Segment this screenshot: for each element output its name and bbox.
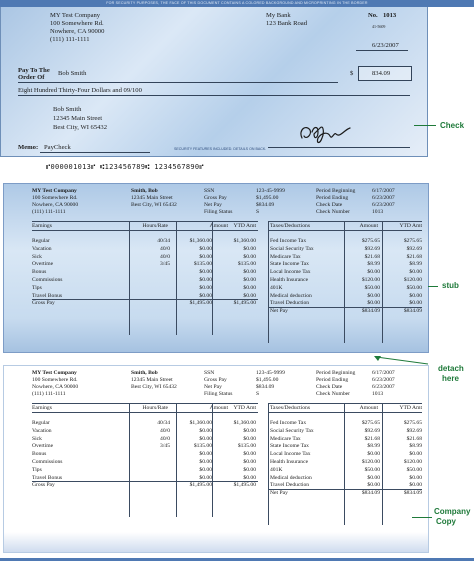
stub2-tax-label: Net Pay: [270, 490, 288, 497]
stub2-earnings-ytd: $0.00: [243, 466, 256, 473]
stub1-earnings-ytd: $1,495.00: [233, 300, 256, 307]
stub2-earnings-col-divider: [129, 403, 130, 517]
stub1-taxes-col-divider: [382, 221, 383, 343]
stub1-earnings-ytd: $1,360.00: [233, 238, 256, 244]
stub1-tax-label: Medical deduction: [270, 292, 312, 299]
stub2-earnings-ytd: $0.00: [243, 451, 256, 458]
stub2-company-name: MY Test Company: [32, 370, 77, 376]
stub2-taxes-header: Taxes/Deductions: [270, 405, 310, 411]
payee-name: Bob Smith: [53, 106, 82, 113]
stub2-period-label: Period Ending: [316, 377, 349, 383]
stub1-earnings-amount: $0.00: [199, 292, 212, 299]
check-number-label: No.: [368, 12, 378, 19]
company-copy-annotation-line2: Copy: [436, 517, 456, 526]
company-address-line2: Nowhere, CA 90000: [50, 28, 105, 35]
stub1-tax-label: Travel Deduction: [270, 300, 310, 307]
stub2-period-value: 6/23/2007: [372, 384, 395, 390]
stub1-earnings-amount: $135.00: [193, 261, 212, 268]
stub2-earnings-amount: $0.00: [199, 466, 212, 473]
stub1-taxes-header: YTD Amt: [399, 223, 422, 229]
stub2-earnings-amount: $0.00: [199, 451, 212, 458]
stub1-net-pay-rule: [268, 307, 422, 308]
stub2-info-label: Gross Pay: [204, 377, 227, 383]
stub1-earnings-amount: $0.00: [199, 269, 212, 276]
stub1-earnings-amount: $0.00: [199, 253, 212, 260]
stub2-employee-address-line2: Best City, WI 65432: [131, 384, 177, 390]
stub2-earnings-ytd: $0.00: [243, 474, 256, 481]
stub1-tax-ytd: $92.69: [406, 245, 422, 252]
stub2-period-value: 6/23/2007: [372, 377, 395, 383]
stub1-earnings-label: Regular: [32, 238, 50, 244]
stub1-tax-label: State Income Tax: [270, 261, 309, 268]
check-annotation: Check: [440, 121, 465, 130]
stub1-period-value: 6/23/2007: [372, 195, 395, 201]
stub2-tax-amount: $0.00: [367, 482, 380, 489]
stub1-tax-amount: $0.00: [367, 269, 380, 276]
stub2-earnings-amount: $135.00: [193, 443, 212, 450]
stub1-tax-label: Net Pay: [270, 308, 288, 315]
stub1-period-label: Check Number: [316, 209, 351, 215]
stub1-taxes-header: Amount: [359, 223, 378, 229]
stub2-period-value: 6/17/2007: [372, 370, 395, 376]
stub2-tax-ytd: $21.68: [406, 435, 422, 442]
stub1-earnings-ytd: $0.00: [243, 277, 256, 283]
stub2-employee-address-line1: 12345 Main Street: [131, 377, 173, 383]
stub2-tax-label: Medical deduction: [270, 474, 312, 481]
micr-line: ⑈000001013⑈ ⑆123456789⑆ 1234567890⑈: [46, 163, 204, 171]
stub1-earnings-header: YTD Amt: [233, 223, 256, 229]
stub1-earnings-top-rule: [32, 221, 258, 222]
stub2-tax-amount: $120.00: [361, 459, 380, 465]
stub2-earnings-col-divider: [176, 403, 177, 517]
stub2-tax-ytd: $0.00: [409, 451, 422, 458]
stub1-tax-label: Social Security Tax: [270, 245, 314, 252]
stub2-tax-label: Fed Income Tax: [270, 420, 307, 426]
stub1-employee-address-line2: Best City, WI 65432: [131, 202, 177, 208]
stub1-tax-ytd: $0.00: [409, 300, 422, 307]
stub2-earnings-amount: $0.00: [199, 474, 212, 481]
stub1-earnings-header: Hours/Rate: [142, 223, 168, 229]
company-copy-annotation-line1: Company: [434, 507, 471, 516]
stub2-company-phone: (111) 111-1111: [32, 391, 66, 397]
pay-to-label-line2: Order Of: [18, 74, 45, 81]
stub2-info-label: Net Pay: [204, 384, 222, 390]
stub1-earnings-label: Travel Bonus: [32, 292, 63, 299]
stub2-info-value: 123-45-9999: [256, 370, 285, 376]
security-features-note: SECURITY FEATURES INCLUDED. DETAILS ON BACK.: [174, 147, 267, 151]
memo-text: PayCheck: [44, 144, 71, 151]
company-address-line1: 100 Somewhere Rd.: [50, 20, 104, 27]
stub2-earnings-header: Amount: [209, 405, 228, 411]
stub1-earnings-col-divider: [129, 221, 130, 335]
stub1-period-label: Period Ending: [316, 195, 349, 201]
paycheck: [0, 0, 428, 157]
check-arrow: [414, 125, 436, 126]
stub2-taxes-col-divider: [268, 403, 269, 525]
stub2-earnings-hours: 3/45: [160, 443, 170, 450]
stub2-earnings-hours: 40/0: [160, 435, 170, 442]
stub2-tax-amount: $834.09: [361, 490, 380, 497]
security-banner-text: FOR SECURITY PURPOSES, THE FACE OF THIS DOCUMENT CONTAINS A COLORED BACKGROUND AND MICROPRINTING IN THE BORDER: [106, 1, 368, 5]
stub2-tax-label: State Income Tax: [270, 443, 309, 450]
stub1-employee-address-line1: 12345 Main Street: [131, 195, 173, 201]
stub1-info-label: Gross Pay: [204, 195, 227, 201]
stub1-earnings-hours: 40/34: [157, 238, 170, 244]
stub2-company-address-line1: 100 Somewhere Rd.: [32, 377, 78, 383]
stub1-earnings-header: Earnings: [32, 223, 52, 229]
stub1-earnings-label: Sick: [32, 253, 42, 260]
stub1-earnings-label: Overtime: [32, 261, 54, 268]
stub1-tax-amount: $0.00: [367, 300, 380, 307]
stub1-employee-name: Smith, Bob: [131, 188, 158, 194]
stub2-earnings-label: Commissions: [32, 459, 63, 465]
stub2-earnings-ytd: $0.00: [243, 435, 256, 442]
pay-stub-employee: [3, 183, 429, 353]
stub1-earnings-amount: $0.00: [199, 284, 212, 291]
company-name: MY Test Company: [50, 12, 101, 19]
stub1-taxes-col-divider: [268, 221, 269, 343]
stub1-tax-label: Medicare Tax: [270, 253, 301, 260]
stub2-taxes-header: Amount: [359, 405, 378, 411]
company-copy-arrow: [412, 517, 432, 518]
stub1-earnings-ytd: $135.00: [237, 261, 256, 268]
stub2-taxes-top-rule: [268, 403, 422, 404]
stub1-earnings-col-divider: [176, 221, 177, 335]
routing-fraction: 41-5609: [372, 24, 386, 29]
stub-arrow: [428, 286, 438, 287]
memo-line: [40, 152, 150, 153]
stub1-tax-ytd: $8.99: [409, 261, 422, 268]
stub1-earnings-hours: 40/0: [160, 245, 170, 252]
stub1-company-address-line2: Nowhere, CA 90000: [32, 202, 79, 208]
stub2-earnings-header-rule: [32, 412, 258, 413]
signature-line: [268, 147, 410, 148]
stub2-earnings-ytd: $135.00: [237, 443, 256, 450]
stub1-earnings-amount: $1,360.00: [189, 238, 212, 244]
stub1-gross-pay-rule: [32, 299, 258, 300]
stub2-tax-label: 401K: [270, 466, 283, 473]
stub2-tax-amount: $92.69: [364, 427, 380, 434]
stub1-info-value: S: [256, 209, 260, 215]
payee-address-line2: Best City, WI 65432: [53, 124, 108, 131]
stub2-info-label: SSN: [204, 370, 215, 376]
detach-arrow: [372, 354, 432, 368]
stub2-earnings-hours: 40/0: [160, 427, 170, 434]
stub2-gross-pay-rule: [32, 481, 258, 482]
stub1-earnings-amount: $0.00: [199, 277, 212, 283]
stub2-earnings-amount: $0.00: [199, 435, 212, 442]
stub1-company-name: MY Test Company: [32, 188, 77, 194]
stub1-company-address-line1: 100 Somewhere Rd.: [32, 195, 78, 201]
bank-name: My Bank: [266, 12, 291, 19]
pay-to-label-line1: Pay To The: [18, 67, 50, 74]
stub2-taxes-col-divider: [382, 403, 383, 525]
stub1-tax-ytd: $120.00: [403, 277, 422, 283]
stub2-tax-ytd: $120.00: [403, 459, 422, 465]
memo-label: Memo:: [18, 144, 39, 151]
payee-line: [18, 82, 338, 83]
stub2-period-label: Period Beginning: [316, 370, 356, 376]
stub1-earnings-header: Amount: [209, 223, 228, 229]
stub2-tax-amount: $21.68: [364, 435, 380, 442]
stub2-tax-amount: $8.99: [367, 443, 380, 450]
stub2-tax-amount: $0.00: [367, 474, 380, 481]
stub1-tax-ytd: $275.65: [403, 238, 422, 244]
stub2-earnings-label: Gross Pay: [32, 482, 55, 489]
stub1-taxes-header-rule: [268, 230, 422, 231]
stub2-earnings-ytd: $0.00: [243, 427, 256, 434]
stub1-taxes-col-divider: [344, 221, 345, 343]
stub2-earnings-label: Sick: [32, 435, 42, 442]
stub2-earnings-ytd: $0.00: [243, 459, 256, 465]
stub2-earnings-label: Overtime: [32, 443, 54, 450]
stub1-tax-amount: $834.09: [361, 308, 380, 315]
stub2-earnings-ytd: $1,360.00: [233, 420, 256, 426]
stub2-earnings-label: Bonus: [32, 451, 47, 458]
stub1-tax-ytd: $50.00: [406, 284, 422, 291]
stub1-tax-ytd: $21.68: [406, 253, 422, 260]
stub2-company-address-line2: Nowhere, CA 90000: [32, 384, 79, 390]
stub1-tax-amount: $0.00: [367, 292, 380, 299]
stub1-earnings-label: Bonus: [32, 269, 47, 276]
stub2-tax-ytd: $92.69: [406, 427, 422, 434]
stub-annotation: stub: [442, 281, 459, 290]
stub2-earnings-amount: $1,360.00: [189, 420, 212, 426]
stub2-earnings-label: Vacation: [32, 427, 52, 434]
stub1-tax-amount: $275.65: [361, 238, 380, 244]
stub1-tax-label: Fed Income Tax: [270, 238, 307, 244]
stub2-tax-label: Local Income Tax: [270, 451, 311, 458]
dollar-sign: $: [350, 70, 354, 77]
stub2-earnings-label: Regular: [32, 420, 50, 426]
payee: Bob Smith: [58, 70, 87, 77]
stub2-tax-ytd: $0.00: [409, 482, 422, 489]
stub1-earnings-ytd: $0.00: [243, 253, 256, 260]
stub1-info-label: Net Pay: [204, 202, 222, 208]
stub2-earnings-ytd: $1,495.00: [233, 482, 256, 489]
stub1-tax-amount: $120.00: [361, 277, 380, 283]
stub1-info-value: $1,495.00: [256, 195, 279, 201]
stub1-taxes-top-rule: [268, 221, 422, 222]
stub1-earnings-ytd: $0.00: [243, 269, 256, 276]
stub1-tax-ytd: $0.00: [409, 292, 422, 299]
stub2-tax-label: Social Security Tax: [270, 427, 314, 434]
stub1-tax-amount: $21.68: [364, 253, 380, 260]
stub2-earnings-amount: $1,495.00: [189, 482, 212, 489]
stub2-period-value: 1013: [372, 391, 384, 397]
stub2-info-value: $834.09: [256, 384, 275, 390]
stub2-earnings-label: Tips: [32, 466, 42, 473]
security-banner: [0, 0, 474, 7]
stub2-info-value: $1,495.00: [256, 377, 279, 383]
stub1-period-value: 6/17/2007: [372, 188, 395, 194]
bank-address: 123 Bank Road: [266, 20, 308, 27]
stub1-company-phone: (111) 111-1111: [32, 209, 66, 215]
stub1-info-label: Filing Status: [204, 209, 233, 215]
stub1-tax-label: 401K: [270, 284, 283, 291]
stub1-tax-label: Local Income Tax: [270, 269, 311, 276]
check-number: 1013: [383, 12, 397, 19]
stub2-info-value: S: [256, 391, 260, 397]
stub1-earnings-amount: $1,495.00: [189, 300, 212, 307]
stub2-tax-amount: $0.00: [367, 451, 380, 458]
stub1-earnings-ytd: $0.00: [243, 284, 256, 291]
stub1-period-label: Check Date: [316, 202, 343, 208]
stub2-earnings-col-divider: [212, 403, 213, 517]
stub2-net-pay-rule: [268, 489, 422, 490]
stub2-tax-ytd: $50.00: [406, 466, 422, 473]
stub1-earnings-amount: $0.00: [199, 245, 212, 252]
amount-words-line: [18, 95, 410, 96]
stub1-period-label: Period Beginning: [316, 188, 356, 194]
stub2-tax-label: Health Insurance: [270, 459, 309, 465]
stub2-earnings-hours: 40/34: [157, 420, 170, 426]
stub2-tax-ytd: $0.00: [409, 474, 422, 481]
stub1-earnings-label: Gross Pay: [32, 300, 55, 307]
company-phone: (111) 111-1111: [50, 36, 90, 43]
stub2-tax-ytd: $275.65: [403, 420, 422, 426]
amount-in-words: Eight Hundred Thirty-Four Dollars and 09/100: [18, 87, 142, 94]
stub1-tax-amount: $50.00: [364, 284, 380, 291]
stub1-tax-ytd: $834.09: [403, 308, 422, 315]
stub2-period-label: Check Date: [316, 384, 343, 390]
stub1-info-value: 123-45-9999: [256, 188, 285, 194]
stub2-earnings-amount: $0.00: [199, 459, 212, 465]
date-line: [356, 50, 408, 51]
stub1-period-value: 6/23/2007: [372, 202, 395, 208]
stub2-period-label: Check Number: [316, 391, 351, 397]
stub1-period-value: 1013: [372, 209, 384, 215]
stub2-taxes-col-divider: [344, 403, 345, 525]
stub1-tax-amount: $92.69: [364, 245, 380, 252]
stub2-earnings-top-rule: [32, 403, 258, 404]
payee-address-line1: 12345 Main Street: [53, 115, 103, 122]
detach-annotation-line2: here: [442, 374, 459, 383]
stub1-info-value: $834.09: [256, 202, 275, 208]
stub2-tax-ytd: $8.99: [409, 443, 422, 450]
check-amount: 834.09: [372, 70, 391, 77]
signature: [296, 118, 360, 148]
stub2-tax-label: Travel Deduction: [270, 482, 310, 489]
stub2-tax-amount: $50.00: [364, 466, 380, 473]
stub1-earnings-header-rule: [32, 230, 258, 231]
stub2-info-label: Filing Status: [204, 391, 233, 397]
stub2-taxes-header-rule: [268, 412, 422, 413]
stub2-earnings-header: YTD Amt: [233, 405, 256, 411]
stub1-earnings-hours: 3/45: [160, 261, 170, 268]
stub2-taxes-header: YTD Amt: [399, 405, 422, 411]
stub1-earnings-ytd: $0.00: [243, 245, 256, 252]
stub1-earnings-label: Vacation: [32, 245, 52, 252]
stub2-earnings-header: Hours/Rate: [142, 405, 168, 411]
stub1-earnings-col-divider: [212, 221, 213, 335]
stub1-info-label: SSN: [204, 188, 215, 194]
stub2-tax-amount: $275.65: [361, 420, 380, 426]
stub2-earnings-header: Earnings: [32, 405, 52, 411]
stub1-tax-amount: $8.99: [367, 261, 380, 268]
stub2-tax-ytd: $834.09: [403, 490, 422, 497]
pay-stub-company-copy: [3, 365, 429, 553]
stub1-earnings-label: Tips: [32, 284, 42, 291]
stub2-employee-name: Smith, Bob: [131, 370, 158, 376]
stub1-tax-label: Health Insurance: [270, 277, 309, 283]
stub1-earnings-label: Commissions: [32, 277, 63, 283]
detach-annotation-line1: detach: [438, 364, 464, 373]
stub1-earnings-hours: 40/0: [160, 253, 170, 260]
stub2-tax-label: Medicare Tax: [270, 435, 301, 442]
stub2-earnings-label: Travel Bonus: [32, 474, 63, 481]
stub1-earnings-ytd: $0.00: [243, 292, 256, 299]
check-date: 6/23/2007: [372, 42, 399, 49]
stub1-tax-ytd: $0.00: [409, 269, 422, 276]
stub2-earnings-amount: $0.00: [199, 427, 212, 434]
stub1-taxes-header: Taxes/Deductions: [270, 223, 310, 229]
